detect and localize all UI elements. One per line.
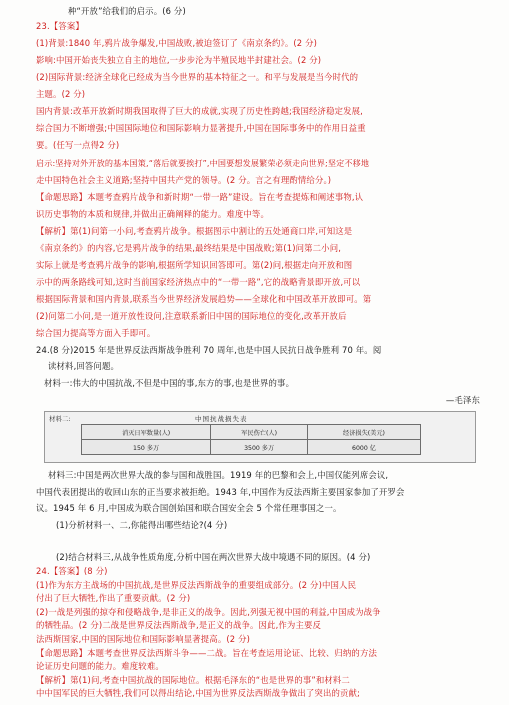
text-line: 要。(任写一点得2 分) xyxy=(36,140,120,150)
text-line: 【命题思路】本题考查世界反法西斯斗争——二战。旨在考查运用论证、比较、归纳的方法 xyxy=(36,647,377,658)
loss-table xyxy=(81,424,421,455)
text-line: 综合国力不断增强;中国国际地位和国际影响力显著提升,中国在国际事务中的作用日益重 xyxy=(36,123,366,133)
text-line: 【解析】第(1)问,考查中国抗战的国际地位。根据毛泽东的“也是世界的事”和材料二 xyxy=(36,674,350,685)
text-line: (1)背景:1840 年,鸦片战争爆发,中国战败,被迫签订了《南京条约》。(2 分) xyxy=(36,38,318,48)
table-title: 中国抗战损失表 xyxy=(195,415,248,423)
table-header-cell: 消灭日军数量(人) xyxy=(82,425,211,440)
text-line: 识历史事物的本质和规律,并做出正确阐释的能力。难度中等。 xyxy=(36,209,269,219)
table-header-row xyxy=(82,425,421,440)
text-line: 走中国特色社会主义道路;坚持中国共产党的领导。(2 分。言之有理酌情给分。) xyxy=(36,175,332,185)
question-24: 24.(8 分)2015 年是世界反法西斯战争胜利 70 周年,也是中国人民抗日战争胜利 70 年。阅 xyxy=(36,345,382,355)
text-line: 中中国军民的巨大牺牲,我们可以得出结论,中国为世界反法西斯战争做出了突出的贡献; xyxy=(36,688,361,699)
text-line: 启示:坚持对外开放的基本国策,“落后就要挨打”,中国要想发展繁荣必须走向世界;坚定不移地 xyxy=(36,158,370,168)
text-line: 论证历史问题的能力。难度较难。 xyxy=(36,661,164,672)
text-line: 《南京条约》的内容,它是鸦片战争的结果,最终结果是中国战败;第(1)问第二小问, xyxy=(36,243,342,253)
sub-question-1: (1)分析材料一、二,你能得出哪些结论?(4 分) xyxy=(56,520,228,530)
sub-question-2: (2)结合材料三,从战争性质角度,分析中国在两次世界大战中境遇不同的原因。(4 分) xyxy=(56,552,371,562)
text-line: (2)国际背景:经济全球化已经成为当今世界的基本特征之一。和平与发展是当今时代的 xyxy=(36,72,359,82)
text-line: 付出了巨大牺牲,作出了重要贡献。(2 分) xyxy=(36,593,191,604)
answer-heading: 24.【答案】(8 分) xyxy=(36,566,108,576)
text-line: 综合国力提高等方面入手即可。 xyxy=(36,328,156,338)
text-line: 的牺牲品。(2 分)二战是世界反法西斯战争,是正义的战争。因此,作为主要反 xyxy=(36,620,322,631)
text-line: 实际上就是考查鸦片战争的影响,根据所学知识回答即可。第(2)问,根据走向开放和图 xyxy=(36,260,353,270)
text-line: 国内背景:改革开放新时期我国取得了巨大的成就,实现了历史性跨越;我国经济稳定发展, xyxy=(36,106,363,116)
loss-table-image xyxy=(44,411,476,463)
text-line: 法西斯国家,中国的国际地位和国际影响显著提高。(2 分) xyxy=(36,634,251,644)
text-line: 示中的两条路线可知,这时当前国家经济热点中的“一带一路”,它的战略背景即开放,可以 xyxy=(36,277,361,287)
text-line: 中国代表团提出的收回山东的正当要求被拒绝。1943 年,中国作为反法西斯主要国家参加了开罗会 xyxy=(36,487,405,497)
table-header-cell: 军民伤亡(人) xyxy=(211,425,308,440)
text-line: 种“开放”给我们的启示。(6 分) xyxy=(68,6,186,16)
text-line: 【命题思路】本题考查鸦片战争和新时期“一带一路”建设。旨在考查提炼和阐述事物,认 xyxy=(36,192,364,202)
text-line: 影响:中国开始丧失独立自主的地位,一步步沦为半殖民地半封建社会。(2 分) xyxy=(36,55,322,65)
material-two-caption: 材料二: xyxy=(49,415,71,423)
text-line: 议。1945 年 6 月,中国成为联合国创始国和联合国安全会 5 个常任理事国之一。 xyxy=(36,503,342,513)
text-line: (2)一战是列强的掠夺和侵略战争,是非正义的战争。因此,列强无视中国的利益,中国成为战争 xyxy=(36,606,381,617)
table-cell: 3500 多万 xyxy=(211,440,308,455)
table-header-cell: 经济损失(美元) xyxy=(307,425,420,440)
table-cell: 150 多万 xyxy=(82,440,211,455)
material-one: 材料一:伟大的中国抗战,不但是中国的事,东方的事,也是世界的事。 xyxy=(44,378,295,388)
table-cell: 6000 亿 xyxy=(307,440,420,455)
table-row xyxy=(82,440,421,455)
text-line: 根据国际背景和国内背景,联系当今世界经济发展趋势——全球化和中国改革开放即可。第 xyxy=(36,294,372,304)
text-line: 【解析】第(1)问第一小问,考查鸦片战争。根据图示中割让的五处通商口岸,可知这是 xyxy=(36,226,353,236)
quote-attribution: —毛泽东 xyxy=(445,395,480,405)
material-three: 材料三:中国是两次世界大战的参与国和战胜国。1919 年的巴黎和会上,中国仅能列席会议, xyxy=(48,470,389,480)
answer-heading: 23.【答案】 xyxy=(36,21,84,31)
text-line: (2)问第二小问,是一道开放性设问,注意联系新旧中国的国际地位的变化,改革开放后 xyxy=(36,311,347,321)
text-line: 主题。(2 分) xyxy=(36,89,86,99)
text-line: (1)作为东方主战场的中国抗战,是世界反法西斯战争的重要组成部分。(2 分)中国人民 xyxy=(36,579,357,590)
text-line: 读材料,回答问题。 xyxy=(48,361,120,371)
